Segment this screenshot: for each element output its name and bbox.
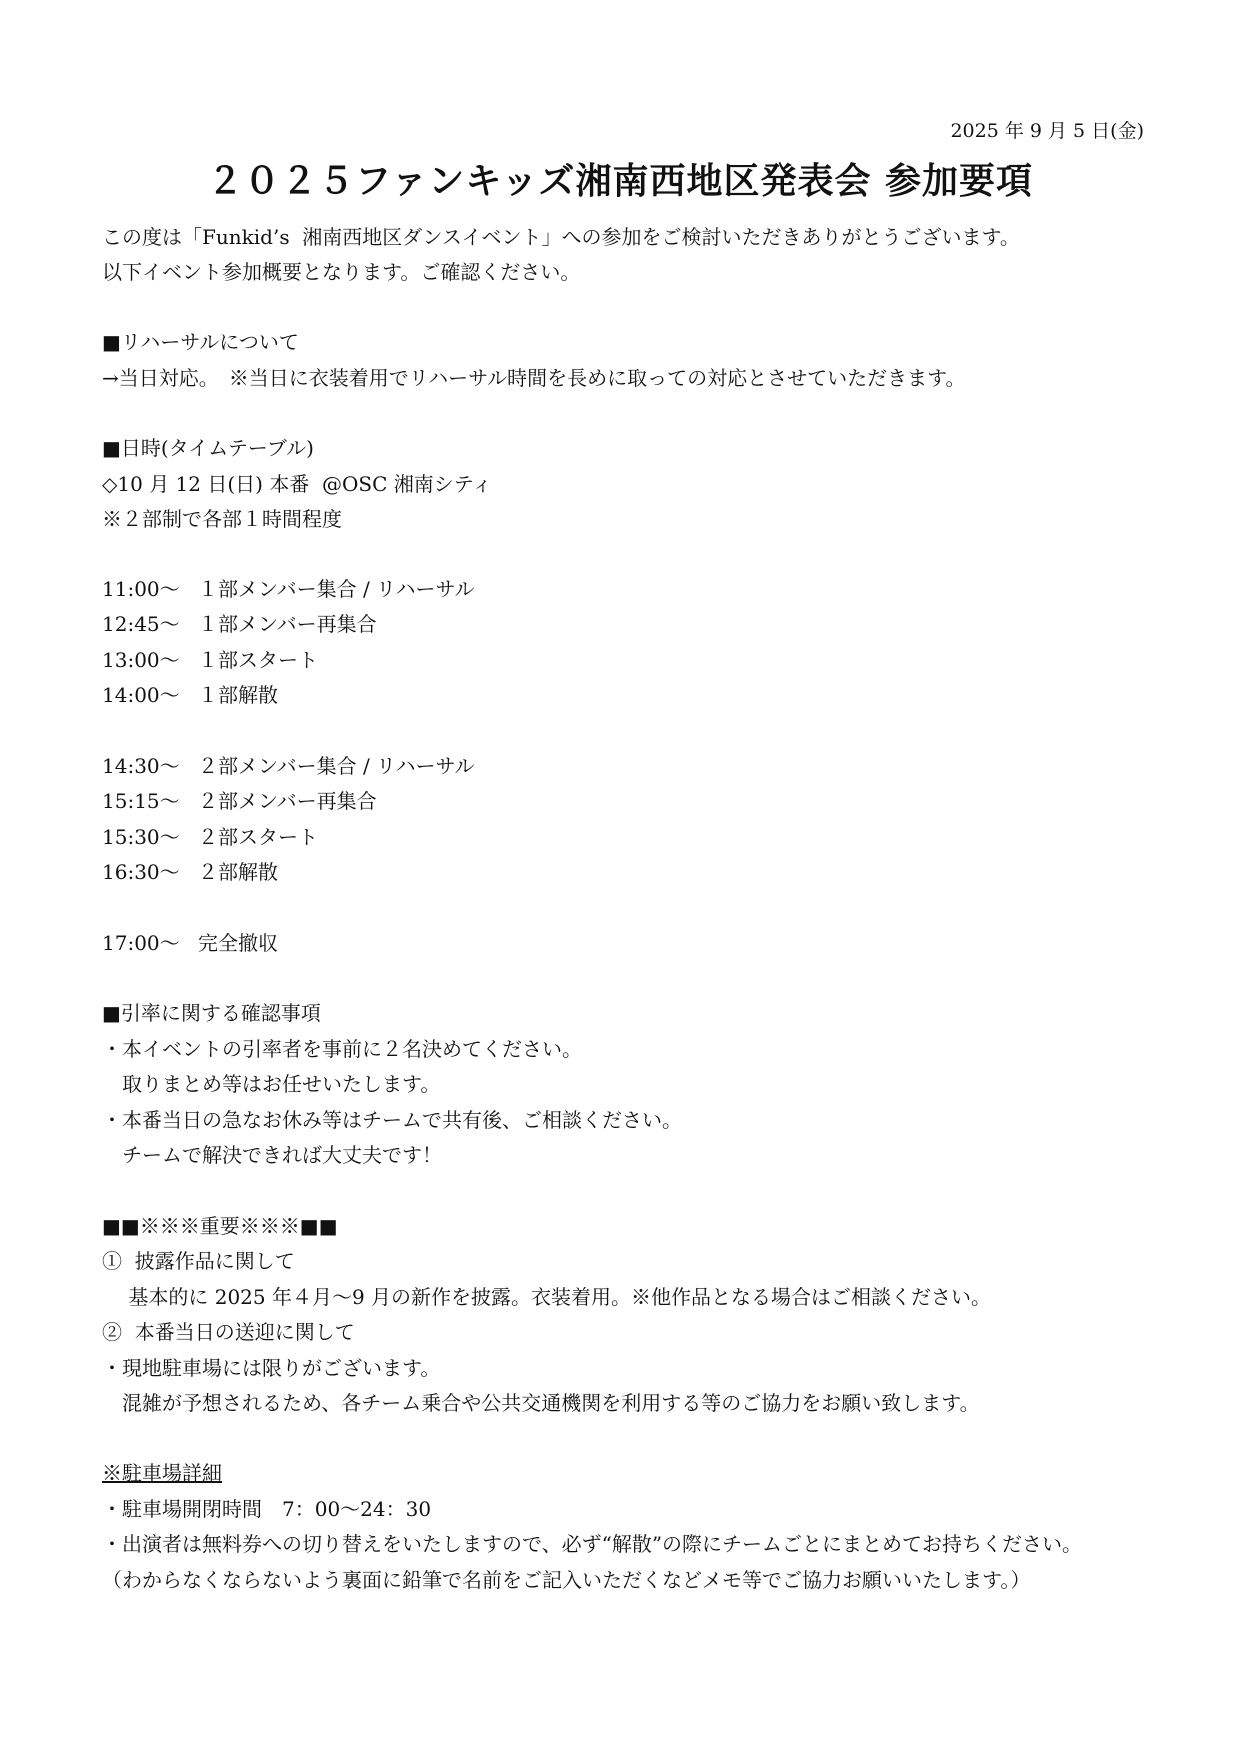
timetable-item: １部メンバー集合 / リハーサル — [198, 577, 475, 601]
timetable-item: ２部メンバー再集合 — [198, 789, 377, 813]
rehearsal-heading: ■リハーサルについて — [102, 330, 299, 354]
important-line: ・現地駐車場には限りがございます。 — [102, 1356, 441, 1380]
parking-heading: ※駐車場詳細 — [102, 1461, 222, 1485]
timetable-row — [102, 575, 474, 603]
schedule-note: ※２部制で各部１時間程度 — [102, 507, 342, 531]
document-title: ２０２５ファンキッズ湘南西地区発表会 参加要項 — [206, 161, 1034, 202]
important-line: 混雑が予想されるため、各チーム乗合や公共交通機関を利用する等のご協力をお願い致します。 — [102, 1391, 980, 1415]
timetable-time: 16:30～ — [102, 860, 180, 884]
document-date: 2025 年 9 月 5 日(金) — [950, 120, 1144, 142]
schedule-heading: ■日時(タイムテーブル) — [102, 436, 314, 460]
timetable-row — [102, 646, 318, 674]
timetable-item: ２部メンバー集合 / リハーサル — [198, 754, 475, 778]
timetable-row — [102, 787, 377, 815]
timetable-time: 15:15～ — [102, 789, 180, 813]
parking-line: ・出演者は無料券への切り替えをいたしますので、必ず“解散”の際にチームごとにまとめてお持ちください。 — [102, 1532, 1083, 1556]
timetable-time: 17:00～ — [102, 931, 180, 955]
intro-line: この度は「Funkid’s 湘南西地区ダンスイベント」への参加をご検討いただきありがとうございます。 — [102, 225, 1020, 249]
timetable-row — [102, 610, 377, 638]
timetable-item: １部解散 — [198, 683, 278, 707]
parking-line: ・駐車場開閉時間 7：00～24：30 — [102, 1497, 432, 1521]
important-line: ① 披露作品に関して — [102, 1249, 295, 1273]
timetable-time: 14:30～ — [102, 754, 180, 778]
important-line: 基本的に 2025 年４月～9 月の新作を披露。衣装着用。※他作品となる場合はご相談ください。 — [102, 1285, 992, 1309]
timetable-item: １部スタート — [198, 648, 318, 672]
timetable-row — [102, 929, 278, 957]
important-heading: ■■※※※重要※※※■■ — [102, 1214, 338, 1238]
supervisor-line: 取りまとめ等はお任せいたします。 — [102, 1072, 441, 1096]
schedule-event: ◇10 月 12 日(日) 本番 @OSC 湘南シティ — [102, 472, 493, 496]
timetable-time: 12:45～ — [102, 612, 180, 636]
timetable-item: 完全撤収 — [198, 931, 278, 955]
timetable-item: ２部解散 — [198, 860, 278, 884]
timetable-time: 13:00～ — [102, 648, 180, 672]
timetable-time: 15:30～ — [102, 825, 180, 849]
timetable-time: 11:00～ — [102, 577, 180, 601]
supervisor-line: チームで解決できれば大丈夫です！ — [102, 1143, 442, 1167]
supervisor-line: ・本番当日の急なお休み等はチームで共有後、ご相談ください。 — [102, 1108, 682, 1132]
supervisor-line: ・本イベントの引率者を事前に２名決めてください。 — [102, 1037, 582, 1061]
timetable-row — [102, 858, 278, 886]
timetable-row — [102, 823, 318, 851]
parking-line: （わからなくならないよう裏面に鉛筆で名前をご記入いただくなどメモ等でご協力お願いいたします。） — [102, 1568, 1031, 1592]
timetable-item: １部メンバー再集合 — [198, 612, 377, 636]
intro-line: 以下イベント参加概要となります。ご確認ください。 — [102, 260, 581, 284]
timetable-row — [102, 681, 278, 709]
rehearsal-text: →当日対応。 ※当日に衣装着用でリハーサル時間を長めに取っての対応とさせていただきます。 — [102, 366, 966, 390]
important-line: ② 本番当日の送迎に関して — [102, 1320, 355, 1344]
timetable-row — [102, 752, 474, 780]
timetable-item: ２部スタート — [198, 825, 318, 849]
supervisor-heading: ■引率に関する確認事項 — [102, 1001, 321, 1025]
timetable-time: 14:00～ — [102, 683, 180, 707]
